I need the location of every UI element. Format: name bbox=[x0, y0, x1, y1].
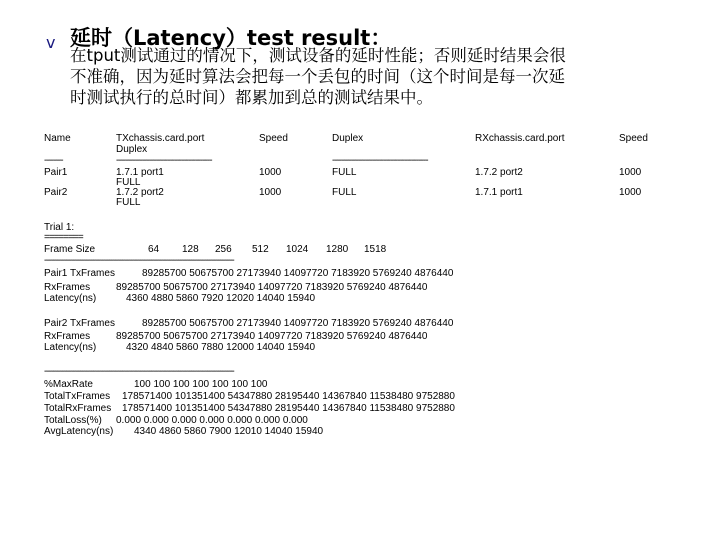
summary-values: 178571400 101351400 54347880 28195440 14367840 11538480 9752880 bbox=[122, 403, 455, 414]
frame-size-value: 1280 bbox=[326, 244, 349, 255]
summary-label: AvgLatency(ns) bbox=[44, 426, 114, 437]
summary-label: TotalTxFrames bbox=[44, 391, 111, 402]
divider: ------------------------------------------------------------------------------------- bbox=[44, 255, 234, 266]
summary-label: TotalLoss(%) bbox=[44, 415, 102, 426]
pair2-tx-duplex: FULL bbox=[116, 197, 141, 208]
pair2-rx: 1.7.1 port1 bbox=[475, 187, 523, 198]
slide-title: 延时（Latency）test result： bbox=[70, 26, 392, 50]
frame-size-value: 1024 bbox=[286, 244, 309, 255]
pair1-tx: 1.7.1 port1 bbox=[116, 167, 164, 178]
paragraph-line: 不准确，因为延时算法会把每一个丢包的时间（这个时间是每一次延 bbox=[70, 67, 565, 86]
pair1-duplex: FULL bbox=[332, 167, 357, 178]
pair2-name: Pair2 bbox=[44, 187, 68, 198]
separator: -------- bbox=[44, 155, 63, 166]
summary-values: 178571400 101351400 54347880 28195440 14367840 11538480 9752880 bbox=[122, 391, 455, 402]
frame-size-value: 512 bbox=[252, 244, 269, 255]
metric-label: RxFrames bbox=[44, 331, 91, 342]
pair2-speed: 1000 bbox=[259, 187, 282, 198]
separator: ----------------------------------------- bbox=[116, 155, 212, 166]
divider: ------------------------------------------------------------------------------------- bbox=[44, 366, 234, 377]
trial-label: Trial 1: bbox=[44, 222, 75, 233]
metric-values: 4360 4880 5860 7920 12020 14040 15940 bbox=[126, 293, 316, 304]
metric-values: 89285700 50675700 27173940 14097720 7183920 5769240 4876440 bbox=[116, 331, 428, 342]
pair1-rx: 1.7.2 port2 bbox=[475, 167, 523, 178]
bullet-icon: v bbox=[46, 33, 56, 52]
pair2-duplex: FULL bbox=[332, 187, 357, 198]
frame-size-label: Frame Size bbox=[44, 244, 96, 255]
metric-values: 89285700 50675700 27173940 14097720 7183920 5769240 4876440 bbox=[142, 268, 454, 279]
pair1-speed: 1000 bbox=[259, 167, 282, 178]
metric-label: RxFrames bbox=[44, 282, 91, 293]
paragraph-line: 在tput测试通过的情况下，测试设备的延时性能；否则延时结果会很 bbox=[70, 46, 566, 65]
summary-values: 0.000 0.000 0.000 0.000 0.000 0.000 0.000 bbox=[116, 415, 308, 426]
summary-values: 4340 4860 5860 7900 12010 14040 15940 bbox=[134, 426, 324, 437]
pair1-rx-speed: 1000 bbox=[619, 167, 642, 178]
frame-size-value: 256 bbox=[215, 244, 232, 255]
metric-values: 89285700 50675700 27173940 14097720 7183920 5769240 4876440 bbox=[142, 318, 454, 329]
header-name: Name bbox=[44, 133, 71, 144]
header-rx-speed: Speed bbox=[619, 133, 648, 144]
metric-label: Latency(ns) bbox=[44, 293, 97, 304]
metric-values: 89285700 50675700 27173940 14097720 7183920 5769240 4876440 bbox=[116, 282, 428, 293]
frame-size-value: 64 bbox=[148, 244, 160, 255]
summary-values: 100 100 100 100 100 100 100 bbox=[134, 379, 268, 390]
metric-label: Latency(ns) bbox=[44, 342, 97, 353]
pair1-name: Pair1 bbox=[44, 167, 68, 178]
frame-size-value: 128 bbox=[182, 244, 199, 255]
separator: ----------------------------------------- bbox=[332, 155, 428, 166]
summary-label: TotalRxFrames bbox=[44, 403, 112, 414]
summary-label: %MaxRate bbox=[44, 379, 93, 390]
intro-paragraph bbox=[70, 45, 675, 108]
pair1-tx-duplex: FULL bbox=[116, 177, 141, 188]
paragraph-line: 时测试执行的总时间）都累加到总的测试结果中。 bbox=[70, 88, 433, 107]
header-tx-port: TXchassis.card.port bbox=[116, 133, 205, 144]
metric-values: 4320 4840 5860 7880 12000 14040 15940 bbox=[126, 342, 316, 353]
metric-label: Pair1 TxFrames bbox=[44, 268, 115, 279]
header-rx-port: RXchassis.card.port bbox=[475, 133, 565, 144]
trial-underline: ======== bbox=[44, 232, 83, 243]
pair2-tx: 1.7.2 port2 bbox=[116, 187, 164, 198]
pair2-rx-speed: 1000 bbox=[619, 187, 642, 198]
header-tx-duplex: Duplex bbox=[116, 144, 148, 155]
metric-label: Pair2 TxFrames bbox=[44, 318, 115, 329]
header-duplex: Duplex bbox=[332, 133, 364, 144]
frame-size-value: 1518 bbox=[364, 244, 387, 255]
header-speed: Speed bbox=[259, 133, 288, 144]
